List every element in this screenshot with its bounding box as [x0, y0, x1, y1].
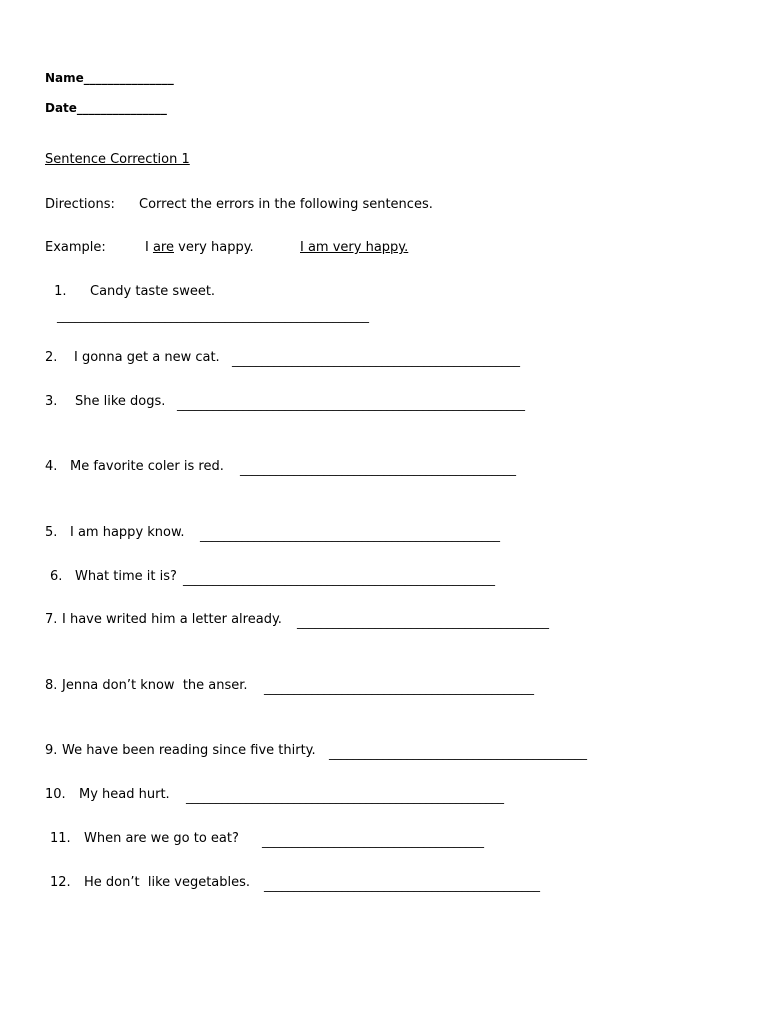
example-before: I — [145, 240, 153, 255]
question-number: 3. — [45, 394, 58, 409]
answer-line[interactable]: _____________________________________ — [262, 834, 484, 848]
question-text: Candy taste sweet. — [90, 284, 216, 299]
answer-line[interactable]: ______________________________________________ — [240, 462, 516, 476]
directions-label: Directions: — [45, 197, 115, 212]
directions-text: Correct the errors in the following sentences. — [139, 197, 433, 212]
answer-line[interactable]: ________________________________________________ — [232, 353, 520, 367]
question-text: My head hurt. — [79, 787, 170, 802]
question-number: 1. — [50, 284, 67, 299]
answer-line[interactable]: ______________________________________________ — [264, 878, 540, 892]
answer-line[interactable]: __________________________________________________________ — [177, 397, 525, 411]
question-text: What time it is? — [75, 569, 177, 584]
question-number: 10. — [45, 787, 66, 802]
answer-line[interactable]: _____________________________________________ — [264, 681, 534, 695]
example-corrected: I am very happy. — [300, 240, 409, 255]
answer-line[interactable]: __________________________________________________ — [200, 528, 500, 542]
question-text: I have writed him a letter already. — [62, 612, 282, 627]
question-text: I gonna get a new cat. — [74, 350, 220, 365]
page-title: Sentence Correction 1 — [45, 152, 190, 167]
name-field[interactable]: Name_______________ — [45, 71, 174, 85]
question-number: 2. — [45, 350, 58, 365]
question-text: She like dogs. — [75, 394, 166, 409]
question-number: 12. — [50, 875, 71, 890]
question-text: I am happy know. — [70, 525, 185, 540]
example-sentence — [145, 239, 254, 257]
question-text: When are we go to eat? — [84, 831, 239, 846]
question-text: Me favorite coler is red. — [70, 459, 224, 474]
answer-line[interactable]: ____________________________________________________ — [57, 309, 369, 323]
question-number: 5. — [45, 525, 58, 540]
date-field[interactable]: Date_______________ — [45, 101, 167, 115]
question-number: 6. — [50, 569, 63, 584]
question-number: 4. — [45, 459, 58, 474]
question-number: 8. — [45, 678, 58, 693]
answer-line[interactable]: _____________________________________________________ — [186, 790, 504, 804]
question-text: Jenna don’t know the anser. — [62, 678, 248, 693]
question-text: We have been reading since five thirty. — [62, 743, 316, 758]
question-number: 9. — [45, 743, 58, 758]
answer-line[interactable]: ___________________________________________ — [329, 746, 587, 760]
question-number: 7. — [45, 612, 58, 627]
question-text: He don’t like vegetables. — [84, 875, 251, 890]
answer-line[interactable]: __________________________________________ — [297, 615, 549, 629]
question-number: 11. — [50, 831, 71, 846]
answer-line[interactable]: ____________________________________________________ — [183, 572, 495, 586]
example-error-word: are — [152, 240, 174, 255]
example-after: very happy. — [174, 240, 254, 255]
example-label: Example: — [45, 240, 106, 255]
